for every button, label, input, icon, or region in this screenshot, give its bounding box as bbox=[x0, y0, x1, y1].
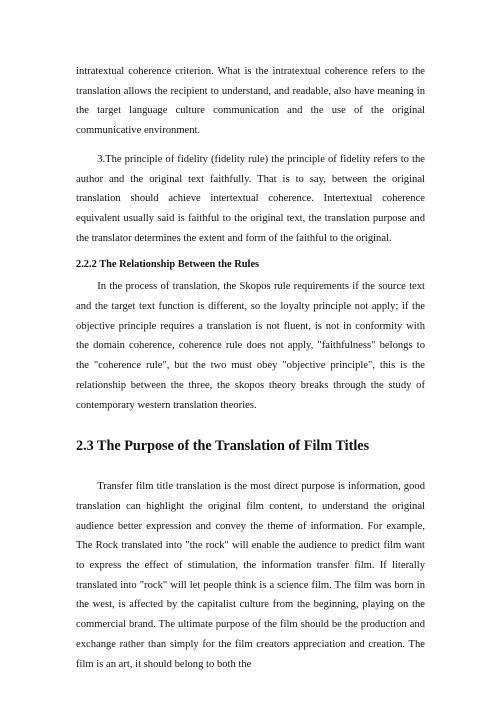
paragraph-gap bbox=[76, 141, 425, 150]
paragraph-intratextual-coherence: intratextual coherence criterion. What is the intratextual coherence refers to the translation allows the recipient to understand, and readable, also have meaning in the target language culture communication and the use of the original communicative environment. bbox=[76, 66, 425, 137]
paragraph-purpose: Transfer film title translation is the most direct purpose is information, good translation can highlight the original film content, to understand the original audience better expression and convey the theme of information. For example, The Rock translated into "the rock" will enable the audience to predict film want to express the effect of stimulation, the information transfer film. If literally translated into "rock" will let people think is a science film. The film was born in the west, is affected by the capitalist culture from the beginning, playing on the commercial brand. The ultimate purpose of the film should be the production and exchange rather than simply for the film creators appreciation and creation. The film is an art, it should belong to both the bbox=[76, 481, 425, 670]
subsection-heading-relationship: 2.2.2 The Relationship Between the Rules bbox=[76, 259, 260, 271]
paragraph-relationship: In the process of translation, the Skopos rule requirements if the source text and the target text function is different, so the loyalty principle not apply; if the objective principle requires a translation is not fluent, is not in conformity with the domain coherence, coherence rule does not apply, "faithfulness" belongs to the "coherence rule", but the two must obey "objective principle", this is the relationship between the three, the skopos theory breaks through the study of contemporary western translation theories. bbox=[76, 281, 425, 411]
paragraph-fidelity-rule: 3.The principle of fidelity (fidelity rule) the principle of fidelity refers to the author and the original text faithfully. That is to say, between the original translation should achieve intertextual coherence. Intertextual coherence equivalent usually said is faithful to the original text, the translation purpose and the translator determines the extent and form of the faithful to the original. bbox=[76, 153, 425, 244]
section-heading-purpose: 2.3 The Purpose of the Translation of Film Titles bbox=[76, 438, 370, 455]
